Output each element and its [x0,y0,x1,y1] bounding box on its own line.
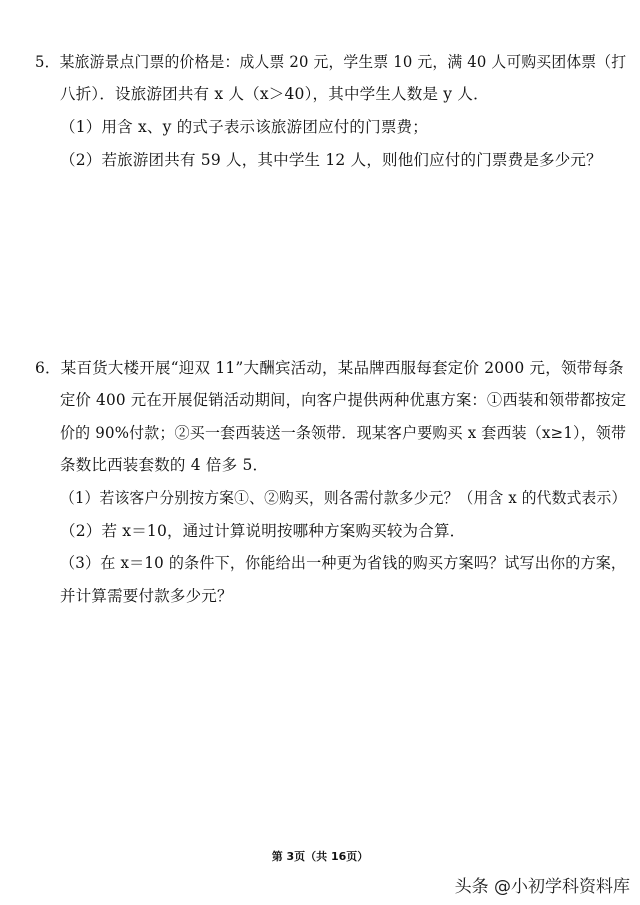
page-number-footer: 第 3页（共 16页） [271,850,369,863]
q5-line-1: 5．某旅游景点门票的价格是：成人票 20 元，学生票 10 元，满 40 人可购买团体票（打 [35,53,627,71]
q5-line-4: （2）若旅游团共有 59 人，其中学生 12 人，则他们应付的门票费是多少元？ [60,151,602,169]
q5-line-2: 八折）．设旅游团共有 x 人（x＞40），其中学生人数是 y 人． [60,85,489,103]
q6-line-4: 条数比西装套数的 4 倍多 5． [60,456,269,474]
q6-line-5: （1）若该客户分别按方案①、②购买，则各需付款多少元？（用含 x 的代数式表示） [60,489,627,507]
watermark-label: 头条 @小初学科资料库 [454,877,630,897]
q6-line-7: （3）在 x＝10 的条件下，你能给出一种更为省钱的购买方案吗？试写出你的方案， [60,554,627,572]
q6-line-3: 价的 90%付款；②买一套西装送一条领带．现某客户要购买 x 套西装（x≥1），领带 [60,424,627,442]
q6-line-2: 定价 400 元在开展促销活动期间，向客户提供两种优惠方案：①西装和领带都按定 [60,391,627,409]
q6-line-8: 并计算需要付款多少元？ [60,587,233,605]
watermark [455,872,630,897]
q6-line-1: 6．某百货大楼开展“迎双 11”大酬宾活动，某品牌西服每套定价 2000 元，领带每条 [35,359,624,377]
q6-line-6: （2）若 x＝10，通过计算说明按哪种方案购买较为合算． [60,522,466,540]
q5-line-3: （1）用含 x、y 的式子表示该旅游团应付的门票费； [60,118,428,136]
